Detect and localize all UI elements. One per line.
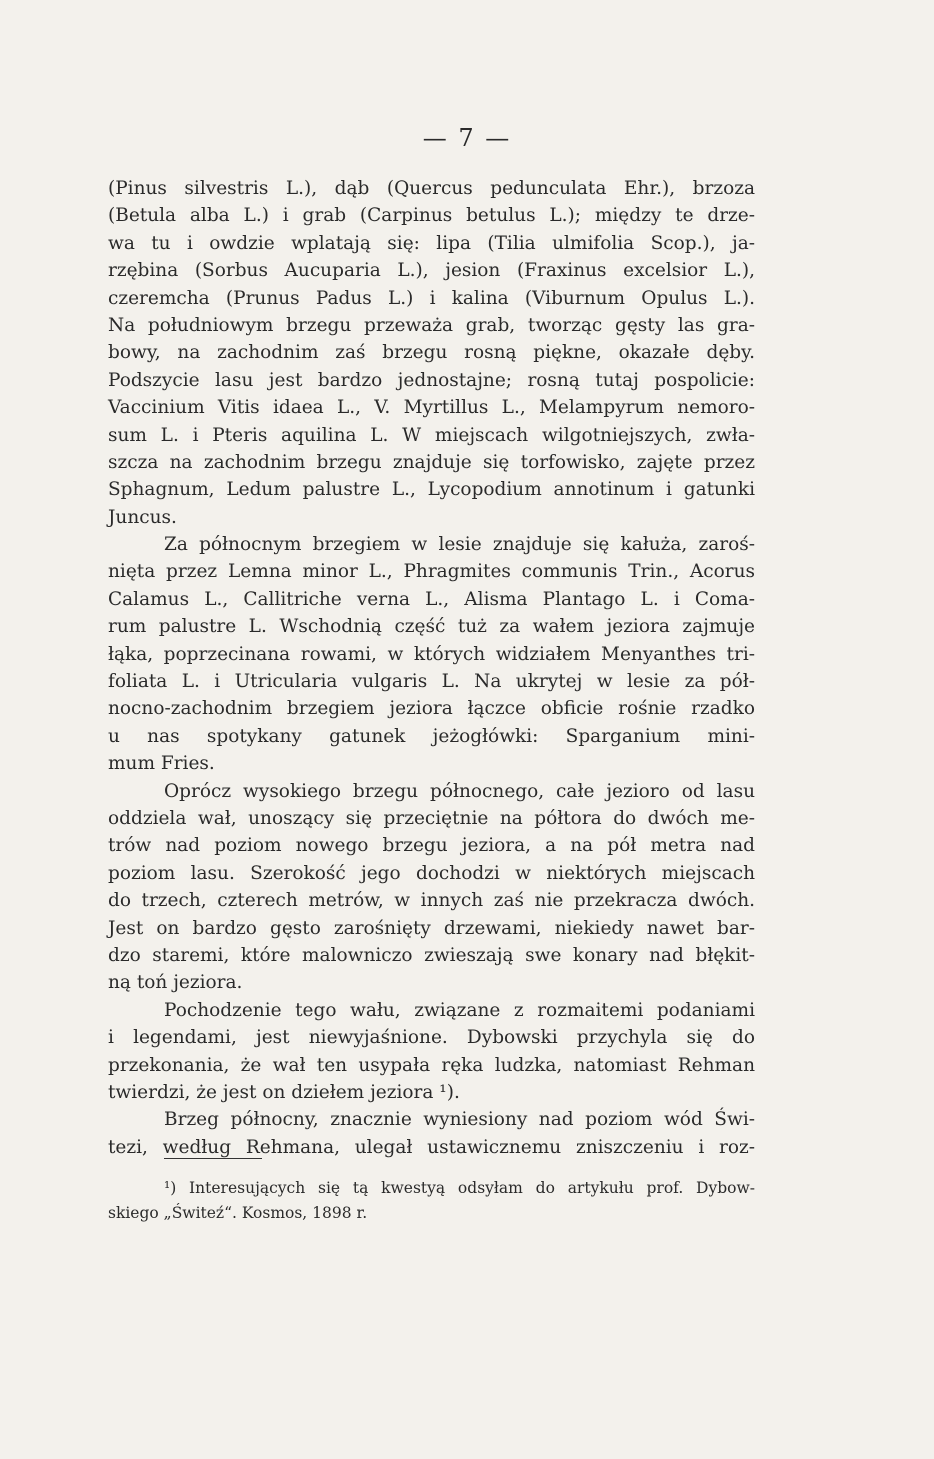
text-line: mum Fries.: [108, 753, 215, 775]
text-line: Juncus.: [108, 506, 177, 528]
text-line: Sphagnum, Ledum palustre L., Lycopodium annotinum i gatunki: [108, 479, 755, 501]
text-line: (Betula alba L.) i grab (Carpinus betulus L.); między te drze-: [108, 205, 755, 227]
text-line: (Pinus silvestris L.), dąb (Quercus pedunculata Ehr.), brzoza: [108, 178, 755, 199]
text-line: do trzech, czterech metrów, w innych zaś nie przekracza dwóch.: [108, 890, 755, 912]
text-line: Oprócz wysokiego brzegu północnego, całe jezioro od lasu: [164, 780, 755, 802]
text-line: nięta przez Lemna minor L., Phragmites communis Trin., Acorus: [108, 561, 755, 583]
text-line: Vaccinium Vitis idaea L., V. Myrtillus L., Melampyrum nemoro-: [108, 397, 755, 419]
text-line: Za północnym brzegiem w lesie znajduje się kałuża, zaroś-: [164, 534, 755, 556]
text-line: ną toń jeziora.: [108, 972, 243, 994]
text-line: rzębina (Sorbus Aucuparia L.), jesion (Fraxinus excelsior L.),: [108, 260, 755, 282]
text-line: twierdzi, że jest on dziełem jeziora ¹).: [108, 1081, 460, 1103]
text-line: Podszycie lasu jest bardzo jednostajne; rosną tutaj pospolicie:: [108, 369, 755, 391]
text-line: i legendami, jest niewyjaśnione. Dybowski przychyla się do: [108, 1027, 755, 1049]
footnote-line: ¹) Interesujących się tą kwestyą odsyłam do artykułu prof. Dybow-: [164, 1179, 755, 1197]
text-line: Pochodzenie tego wału, związane z rozmaitemi podaniami: [164, 999, 755, 1021]
text-line: nocno-zachodnim brzegiem jeziora łączce obficie rośnie rzadko: [108, 698, 755, 720]
text-line: rum palustre L. Wschodnią część tuż za wałem jeziora zajmuje: [108, 616, 755, 638]
text-line: czeremcha (Prunus Padus L.) i kalina (Viburnum Opulus L.).: [108, 287, 755, 309]
text-line: dzo staremi, które malowniczo zwieszają swe konary nad błękit-: [108, 944, 755, 966]
text-line: Na południowym brzegu przeważa grab, tworząc gęsty las gra-: [108, 314, 755, 336]
text-line: przekonania, że wał ten usypała ręka ludzka, natomiast Rehman: [108, 1054, 755, 1076]
text-line: foliata L. i Utricularia vulgaris L. Na ukrytej w lesie za pół-: [108, 671, 755, 693]
text-line: u nas spotykany gatunek jeżogłówki: Sparganium mini-: [108, 725, 755, 747]
footnote-line: skiego „Świteź“. Kosmos, 1898 r.: [108, 1204, 368, 1222]
body-text: [108, 175, 755, 1161]
text-line: łąka, poprzecinana rowami, w których widziałem Menyanthes tri-: [108, 643, 755, 665]
text-line: sum L. i Pteris aquilina L. W miejscach wilgotniejszych, zwła-: [108, 424, 755, 446]
text-line: Calamus L., Callitriche verna L., Alisma Plantago L. i Coma-: [108, 588, 755, 610]
page-number: — 7 —: [422, 124, 512, 152]
text-line: tezi, według Rehmana, ulegał ustawicznemu zniszczeniu i roz-: [108, 1136, 755, 1158]
text-line: szcza na zachodnim brzegu znajduje się torfowisko, zajęte przez: [108, 451, 755, 473]
footnote: [108, 1176, 755, 1226]
text-line: oddziela wał, unoszący się przeciętnie na półtora do dwóch me-: [108, 807, 755, 829]
footnote-separator: [164, 1158, 262, 1159]
text-line: trów nad poziom nowego brzegu jeziora, a na pół metra nad: [108, 835, 755, 857]
text-line: Jest on bardzo gęsto zarośnięty drzewami, niekiedy nawet bar-: [108, 917, 755, 939]
text-line: poziom lasu. Szerokość jego dochodzi w niektórych miejscach: [108, 862, 755, 884]
text-line: Brzeg północny, znacznie wyniesiony nad poziom wód Świ-: [164, 1109, 755, 1131]
text-line: wa tu i owdzie wplatają się: lipa (Tilia ulmifolia Scop.), ja-: [108, 232, 755, 254]
text-line: bowy, na zachodnim zaś brzegu rosną piękne, okazałe dęby.: [108, 342, 755, 364]
